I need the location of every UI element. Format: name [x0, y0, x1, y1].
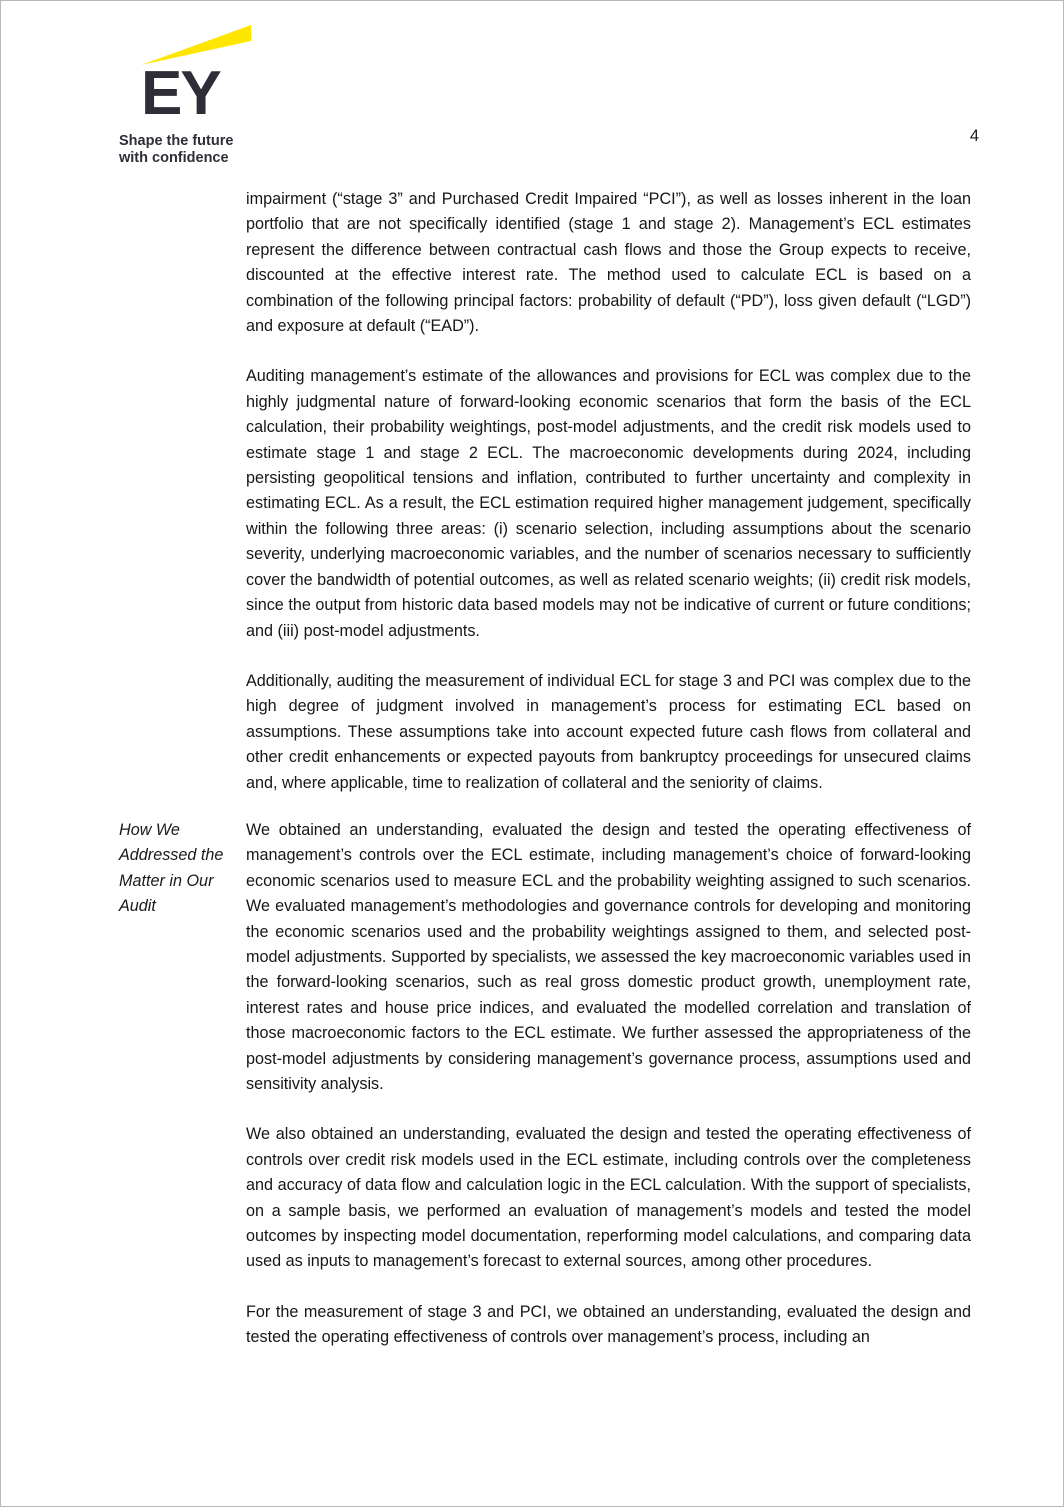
paragraph: We obtained an understanding, evaluated the design and tested the operating effectiveness of management’s controls over the ECL estimate, including management’s choice of forward-looking economic scenarios used to measure ECL and the probability weighting assigned to such scenarios. We evaluated management’s methodologies and governance controls for developing and monitoring the economic scenarios used and the probability weightings assigned to them, and selected post-model adjustments. Supported by specialists, we assessed the key macroeconomic variables used in the forward-looking scenarios, such as real gross domestic product growth, unemployment rate, interest rates and house price indices, and evaluated the modelled correlation and translation of those macroeconomic factors to the ECL estimate. We further assessed the appropriateness of the post-model adjustments by considering management’s governance process, assumptions used and sensitivity analysis. [246, 820, 971, 1093]
paragraph: Auditing management’s estimate of the allowances and provisions for ECL was complex due to the highly judgmental nature of forward-looking economic scenarios that form the basis of the ECL calculation, their probability weightings, post-model adjustments, and the credit risk models used to estimate stage 1 and stage 2 ECL. The macroeconomic developments during 2024, including persisting geopolitical tensions and inflation, contributed to further uncertainty and complexity in estimating ECL. As a result, the ECL estimation required higher management judgement, specifically within the following three areas: (i) scenario selection, including assumptions about the scenario severity, underlying macroeconomic variables, and the number of scenarios necessary to sufficiently cover the bandwidth of potential outcomes, as well as related scenario weights; (ii) credit risk models, since the output from historic data based models may not be indicative of current or future conditions; and (iii) post-model adjustments. [246, 367, 971, 640]
ey-wordmark: EY [141, 59, 220, 128]
section-label-how-we-addressed: How We Addressed the Matter in Our Audit [119, 820, 224, 916]
ey-tagline-line-2: with confidence [119, 150, 229, 166]
section-how-we-addressed [1, 818, 1064, 1351]
paragraph: impairment (“stage 3” and Purchased Credit Impaired “PCI”), as well as losses inherent in the loan portfolio that are not specifically identified (stage 1 and stage 2). Management’s ECL estimates represent the difference between contractual cash flows and those the Group expects to receive, discounted at the effective interest rate. The method used to calculate ECL is based on a combination of the following principal factors: probability of default (“PD”), loss given default (“LGD”) and exposure at default (“EAD”). [246, 190, 971, 336]
paragraph: Additionally, auditing the measurement of individual ECL for stage 3 and PCI was complex due to the high degree of judgment involved in management’s process for estimating ECL based on assumptions. These assumptions take into account expected future cash flows from collateral and other credit enhancements or expected payouts from bankruptcy proceedings for unsecured claims and, where applicable, time to realization of collateral and the seniority of claims. [246, 671, 971, 792]
page-content [1, 187, 1064, 1351]
paragraph: We also obtained an understanding, evaluated the design and tested the operating effectiveness of controls over credit risk models used in the ECL estimate, including controls over the completeness and accuracy of data flow and calculation logic in the ECL calculation. With the support of specialists, on a sample basis, we performed an evaluation of management’s models and tested the model outcomes by inspecting model documentation, reperforming model calculations, and comparing data used as inputs to management’s forecast to external sources, among other procedures. [246, 1125, 971, 1271]
ey-tagline [119, 133, 264, 167]
page-number: 4 [969, 127, 979, 145]
ey-tagline-line-1: Shape the future [119, 133, 234, 149]
section-spacer [1, 796, 1064, 818]
section-continuation-text [246, 187, 1064, 796]
page-header [1, 1, 1064, 187]
paragraph: For the measurement of stage 3 and PCI, we obtained an understanding, evaluated the design and tested the operating effectiveness of controls over management’s process, including an [246, 1302, 971, 1347]
section-how-we-addressed-text [246, 818, 1064, 1351]
section-continuation [1, 187, 1064, 796]
ey-logo [119, 25, 319, 167]
section-label-empty [119, 187, 246, 188]
